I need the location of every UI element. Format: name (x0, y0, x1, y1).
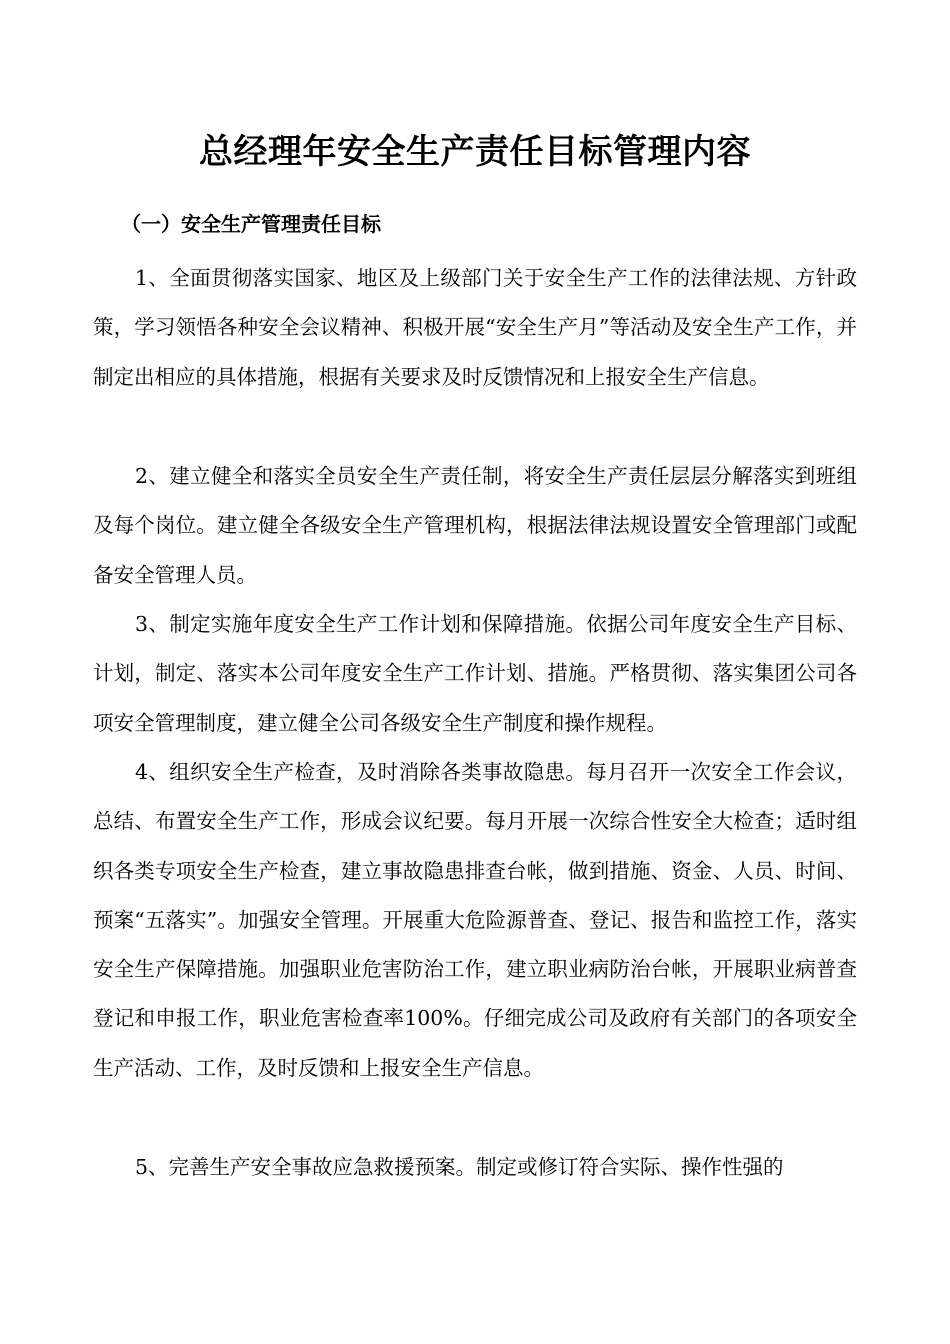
section-heading: （一）安全生产管理责任目标 (121, 212, 381, 236)
paragraph-3: 3、制定实施年度安全生产工作计划和保障措施。依据公司年度安全生产目标、计划，制定、落实本公司年度安全生产工作计划、措施。严格贯彻、落实集团公司各项安全管理制度，建立健全公司各级安全生产制度和操作规程。 (93, 612, 857, 735)
paragraph-4: 4、组织安全生产检查，及时消除各类事故隐患。每月召开一次安全工作会议，总结、布置安全生产工作，形成会议纪要。每月开展一次综合性安全大检查；适时组织各类专项安全生产检查，建立事故隐患排查台帐，做到措施、资金、人员、时间、预案“五落实”。加强安全管理。开展重大危险源普查、登记、报告和监控工作，落实安全生产保障措施。加强职业危害防治工作，建立职业病防治台帐，开展职业病普查登记和申报工作，职业危害检查率100%。仔细完成公司及政府有关部门的各项安全生产活动、工作，及时反馈和上报安全生产信息。 (93, 760, 857, 1080)
paragraph-1: 1、全面贯彻落实国家、地区及上级部门关于安全生产工作的法律法规、方针政策，学习领悟各种安全会议精神、积极开展“安全生产月”等活动及安全生产工作，并制定出相应的具体措施，根据有关要求及时反馈情况和上报安全生产信息。 (93, 266, 857, 389)
paragraph-5: 5、完善生产安全事故应急救援预案。制定或修订符合实际、操作性强的 (135, 1155, 784, 1179)
document-title: 总经理年安全生产责任目标管理内容 (199, 132, 751, 172)
paragraph-2: 2、建立健全和落实全员安全生产责任制，将安全生产责任层层分解落实到班组及每个岗位。建立健全各级安全生产管理机构，根据法律法规设置安全管理部门或配备安全管理人员。 (93, 464, 857, 587)
